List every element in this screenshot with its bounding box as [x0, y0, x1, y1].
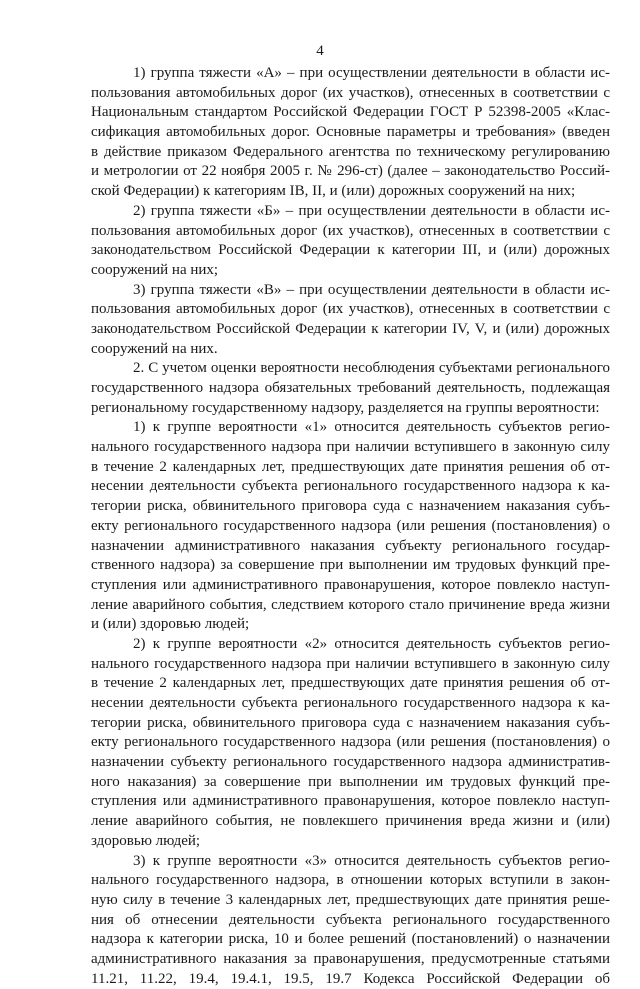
text-line: 1) к группе вероятности «1» относится деятельность субъектов регио- [133, 419, 610, 436]
text-line: и метрологии от 22 ноября 2005 г. № 296-ст) (далее – законодательство Россий- [91, 163, 610, 180]
text-line: ственного надзора) за совершение при выполнении им трудовых функций пре- [91, 557, 610, 574]
text-line: ступления или административного правонарушения, которое повлекло наступ- [91, 793, 610, 810]
text-line: ного наказания) за совершение при выполнении им трудовых функций пре- [91, 773, 610, 790]
text-line: несении деятельности субъекта регионального государственного надзора к ка- [91, 478, 610, 495]
text-line: пользования автомобильных дорог (их участков), отнесенных в соответствии с [91, 301, 610, 318]
text-line: екту регионального государственного надзора (или решения (постановления) о [91, 517, 610, 534]
text-line: административного наказания за правонарушения, предусмотренные статьями [91, 950, 610, 967]
page-number: 4 [316, 43, 324, 59]
text-line: в течение 2 календарных лет, предшествующих дате принятия решения об от- [91, 458, 610, 475]
text-line: екту регионального государственного надзора (или решения (постановления) о [91, 734, 610, 751]
text-line: ную силу в течение 3 календарных лет, предшествующих дате принятия реше- [91, 891, 610, 908]
text-line: назначении субъекту регионального государственного надзора административ- [91, 754, 610, 771]
text-line: несении деятельности субъекта регионального государственного надзора к ка- [91, 695, 610, 711]
text-line: в действие приказом Федерального агентства по техническому регулированию [91, 143, 610, 160]
text-line: 11.21, 11.22, 19.4, 19.4.1, 19.5, 19.7 Кодекса Российской Федерации об [91, 970, 610, 987]
text-line: нального государственного надзора, в отношении которых вступили в закон- [91, 872, 610, 889]
text-line: сификация автомобильных дорог. Основные параметры и требования» (введен [91, 124, 610, 141]
text-line: 2. С учетом оценки вероятности несоблюдения субъектами регионального [133, 360, 610, 377]
text-line: 3) группа тяжести «В» – при осуществлении деятельности в области ис- [133, 281, 610, 298]
text-line: 2) к группе вероятности «2» относится деятельность субъектов регио- [133, 635, 610, 652]
text-line: законодательством Российской Федерации к категории III, и (или) дорожных [91, 242, 610, 259]
text-line: в течение 2 календарных лет, предшествующих дате принятия решения об от- [91, 675, 610, 692]
text-line: ской Федерации) к категориям IB, II, и (или) дорожных сооружений на них; [91, 183, 576, 200]
text-line: назначении административного наказания субъекту регионального государ- [91, 537, 610, 554]
text-line: 2) группа тяжести «Б» – при осуществлении деятельности в области ис- [133, 202, 610, 219]
text-line: пользования автомобильных дорог (их участков), отнесенных в соответствии с [91, 222, 610, 239]
text-line: государственного надзора обязательных требований деятельность, подлежащая [91, 380, 610, 396]
text-line: региональному государственному надзору, разделяется на группы вероятности: [91, 399, 600, 416]
text-line: ния об отнесении деятельности субъекта регионального государственного [91, 911, 610, 928]
text-line: ступления или административного правонарушения, которое повлекло наступ- [91, 576, 610, 593]
text-line: 1) группа тяжести «А» – при осуществлении деятельности в области ис- [133, 65, 610, 81]
text-line: ление аварийного события, следствием которого стало причинение вреда жизни [91, 596, 610, 613]
document-body [91, 64, 610, 989]
text-line: законодательством Российской Федерации к категории IV, V, и (или) дорожных [91, 320, 610, 337]
text-line: сооружений на них. [91, 340, 218, 357]
text-line: ление аварийного события, не повлекшего причинения вреда жизни и (или) [91, 813, 610, 830]
text-line: нального государственного надзора при наличии вступившего в законную силу [91, 655, 610, 672]
text-line: нального государственного надзора при наличии вступившего в законную силу [91, 439, 610, 456]
text-line: надзора к категории риска, 10 и более решений (постановлений) о назначении [91, 931, 610, 948]
text-line: тегории риска, обвинительного приговора суда с назначением наказания субъ- [91, 714, 610, 731]
text-line: здоровью людей; [91, 832, 201, 849]
text-line: сооружений на них; [91, 261, 219, 278]
text-line: пользования автомобильных дорог (их участков), отнесенных в соответствии с [91, 84, 610, 101]
text-line: Национальным стандартом Российской Федерации ГОСТ Р 52398-2005 «Клас- [91, 104, 610, 121]
text-line: 3) к группе вероятности «3» относится деятельность субъектов регио- [133, 852, 610, 869]
text-line: тегории риска, обвинительного приговора суда с назначением наказания субъ- [91, 498, 610, 515]
text-line: и (или) здоровью людей; [91, 616, 250, 633]
